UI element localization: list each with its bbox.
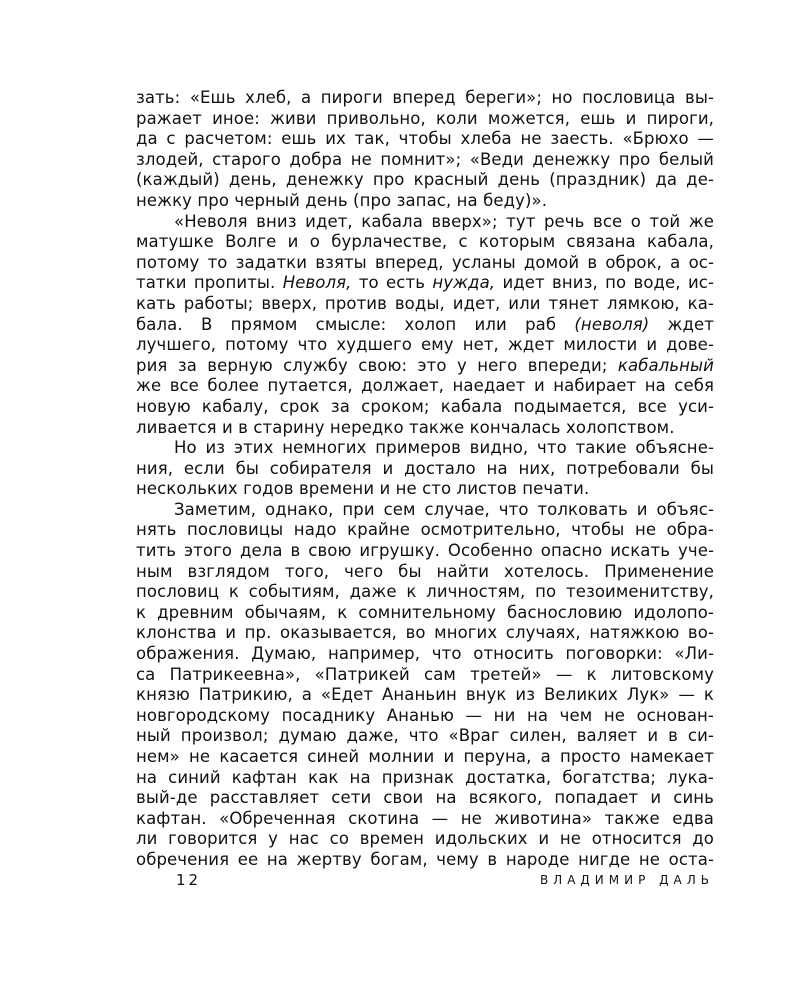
text-line: обречения ее на жертву богам, чему в народе нигде не оста- — [136, 849, 714, 869]
text-line: татки пропиты. Неволя, то есть нужда, идет вниз, по воде, ис- — [136, 273, 715, 293]
text-line: потому то задатки взяты вперед, усланы домой в оброк, а ос- — [136, 252, 714, 272]
text-line: ния, если бы собирателя и достало на них, потребовали бы — [136, 458, 714, 478]
text-line: злодей, старого добра не помнит»; «Веди денежку про белый — [136, 149, 714, 169]
text-line: кать работы; вверх, против воды, идет, или тянет лямкою, ка- — [136, 293, 714, 313]
text-line: ли говорится у нас со времен идольских и не относится до — [136, 829, 714, 849]
italic-term: нужда, — [432, 273, 496, 293]
text-line: к древним обычаям, к сомнительному баснословию идолопо- — [136, 602, 714, 622]
paragraph-first-line: Заметим, однако, при сем случае, что толковать и объяс- — [174, 499, 714, 519]
text-line: (каждый) день, денежку про красный день (праздник) да де- — [136, 170, 714, 190]
text-line: ный произвол; думаю даже, что «Враг силен, валяет и в си- — [136, 726, 714, 746]
text-line: тить этого дела в свою игрушку. Особенно опасно искать уче- — [136, 541, 714, 561]
text-line: ливается и в старину нередко также кончалась холопством. — [136, 417, 675, 437]
body-text — [136, 88, 714, 871]
running-title: ВЛАДИМИР ДАЛЬ — [539, 873, 714, 887]
paragraph-first-line: «Неволя вниз идет, кабала вверх»; тут речь все о той же — [174, 211, 714, 231]
text-line: пословиц к событиям, даже к личностям, по тезоименитству, — [136, 582, 714, 602]
text-line: матушке Волге и о бурлачестве, с которым связана кабала, — [136, 232, 714, 252]
text-line: са Патрикеевна», «Патрикей сам третей» — к литовскому — [136, 664, 714, 684]
text-line: князю Патрикию, а «Едет Ананьин внук из Великих Лук» — к — [136, 685, 714, 705]
paragraph-first-line: Но из этих немногих примеров видно, что такие объясне- — [174, 438, 714, 458]
text-line: нем» не касается синей молнии и перуна, а просто намекает — [136, 747, 714, 766]
text-line: на синий кафтан как на признак достатка, богатства; лука- — [136, 767, 714, 787]
text-line: нескольких годов времени и не сто листов печати. — [136, 479, 590, 499]
text-line: ображения. Думаю, например, что относить поговорки: «Ли- — [136, 644, 714, 664]
text-line: нежку про черный день (про запас, на беду)». — [136, 190, 548, 210]
italic-term: Неволя, — [282, 273, 352, 293]
text-line: кафтан. «Обреченная скотина — не животина» также едва — [136, 808, 714, 828]
text-line: да с расчетом: ешь их так, чтобы хлеба не заесть. «Брюхо — — [136, 129, 714, 149]
text-line: рия за верную службу свою: это у него впереди; кабальный — [136, 355, 714, 375]
page-footer — [136, 871, 714, 893]
italic-term: кабальный — [617, 355, 714, 375]
text-line: новую кабалу, срок за сроком; кабала подымается, все уси- — [136, 396, 714, 416]
text-line: бала. В прямом смысле: холоп или раб (неволя) ждет — [136, 314, 714, 334]
text-line: клонства и пр. оказывается, во многих случаях, натяжкою во- — [136, 623, 714, 643]
page-number: 12 — [176, 871, 202, 889]
italic-term: (неволя) — [574, 314, 650, 334]
text-line: же все более путается, должает, наедает и набирает на себя — [136, 376, 714, 396]
text-line: зать: «Ешь хлеб, а пироги вперед береги»; но пословица вы- — [136, 88, 714, 107]
text-line: новгородскому посаднику Ананью — ни на чем не основан- — [136, 705, 714, 725]
text-line: ражает иное: живи привольно, коли можется, ешь и пироги, — [136, 108, 714, 128]
text-line: вый-де расставляет сети свои на всякого, попадает и синь — [136, 788, 714, 808]
text-line: нять пословицы надо крайне осмотрительно, чтобы не обра- — [136, 520, 714, 540]
text-line: лучшего, потому что худшего ему нет, ждет милости и дове- — [136, 335, 714, 355]
text-line: ным взглядом того, чего бы найти хотелось. Применение — [136, 561, 714, 581]
